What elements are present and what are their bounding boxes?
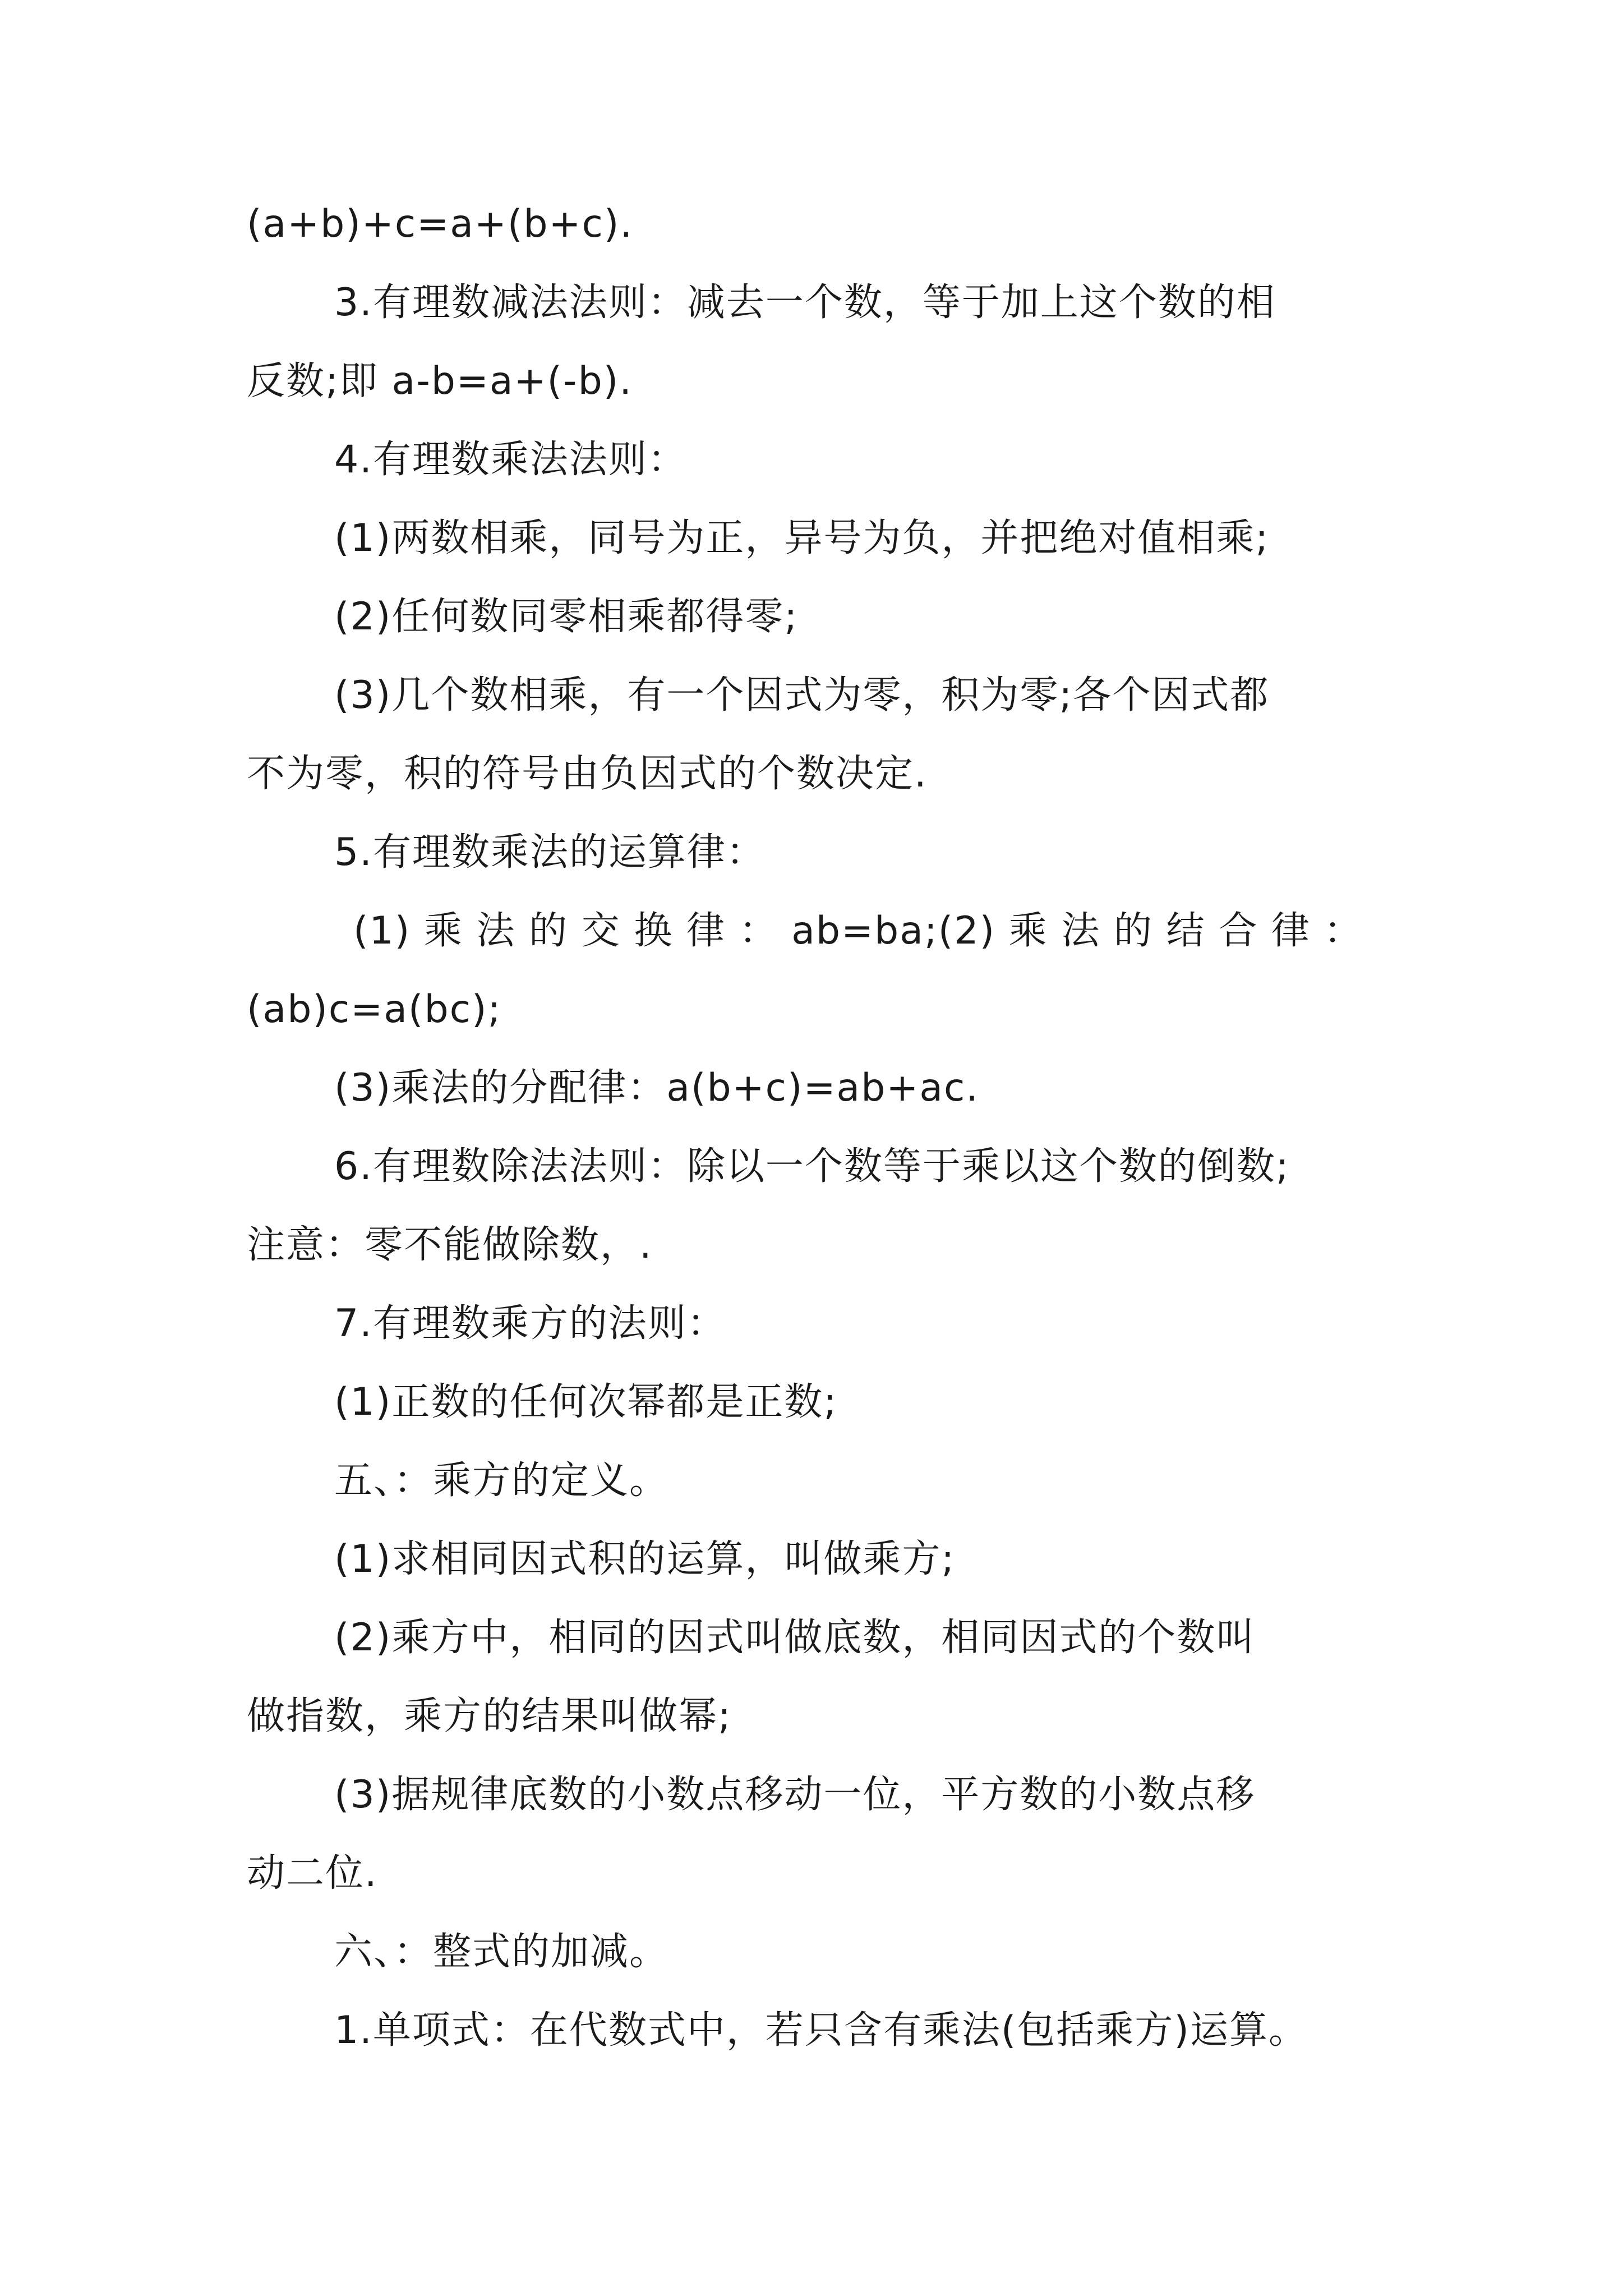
text-line-13: 6.有理数除法法则：除以一个数等于乘以这个数的倒数; xyxy=(334,1144,1290,1189)
text-line-15: 7.有理数乘方的法则： xyxy=(334,1301,726,1346)
text-line-24: 1.单项式：在代数式中，若只含有乘法(包括乘方)运算。 xyxy=(334,2008,1308,2053)
text-line-6: (2)任何数同零相乘都得零; xyxy=(334,595,799,639)
text-line-12: (3)乘法的分配律：a(b+c)=ab+ac. xyxy=(334,1066,980,1110)
text-line-21: (3)据规律底数的小数点移动一位，平方数的小数点移 xyxy=(334,1773,1256,1817)
text-line-19: (2)乘方中，相同的因式叫做底数，相同因式的个数叫 xyxy=(334,1616,1256,1660)
text-line-1: (a+b)+c=a+(b+c). xyxy=(247,202,634,246)
text-line-20: 做指数，乘方的结果叫做幂; xyxy=(247,1694,732,1738)
text-line-16: (1)正数的任何次幂都是正数; xyxy=(334,1380,838,1424)
text-line-7: (3)几个数相乘，有一个因式为零，积为零;各个因式都 xyxy=(334,673,1270,717)
text-line-14: 注意：零不能做除数，. xyxy=(247,1223,653,1267)
text-line-9: 5.有理数乘法的运算律： xyxy=(334,830,766,875)
text-line-10: (1) 乘 法 的 交 换 律 ： ab=ba;(2) 乘 法 的 结 合 律 ： xyxy=(353,909,1363,953)
text-line-5: (1)两数相乘，同号为正，异号为负，并把绝对值相乘; xyxy=(334,516,1270,560)
text-line-8: 不为零，积的符号由负因式的个数决定. xyxy=(247,752,928,796)
text-line-4: 4.有理数乘法法则： xyxy=(334,438,687,482)
text-line-3: 反数;即 a-b=a+(-b). xyxy=(247,359,633,403)
text-line-18: (1)求相同因式积的运算，叫做乘方; xyxy=(334,1537,956,1581)
text-line-11: (ab)c=a(bc); xyxy=(247,987,502,1032)
text-line-17: 五、：乘方的定义。 xyxy=(334,1458,669,1503)
text-line-22: 动二位. xyxy=(247,1851,378,1895)
text-line-23: 六、：整式的加减。 xyxy=(334,1930,669,1974)
text-line-2: 3.有理数减法法则：减去一个数，等于加上这个数的相 xyxy=(334,280,1276,325)
